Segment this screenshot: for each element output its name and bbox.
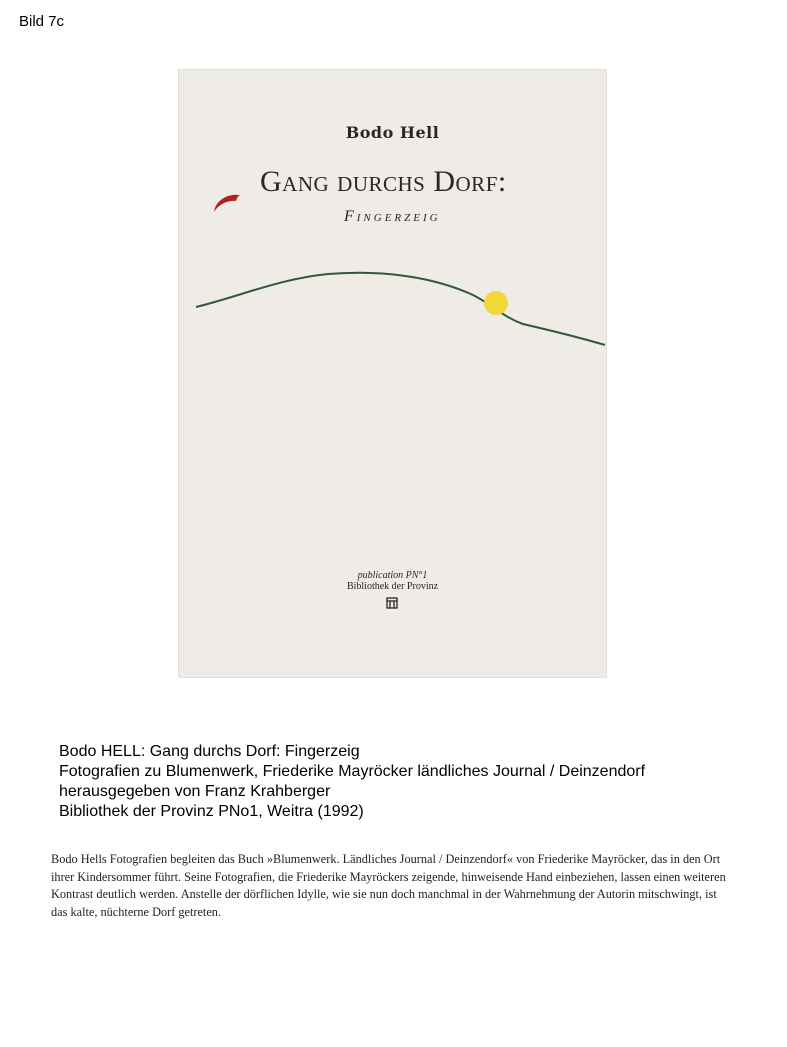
caption-line: Bodo HELL: Gang durchs Dorf: Fingerzeig	[59, 743, 360, 760]
cover-title: Gang durchs Dorf:	[260, 165, 507, 198]
caption-line: Bibliothek der Provinz PNo1, Weitra (1992)	[59, 803, 364, 820]
cover-subtitle: Fingerzeig	[344, 208, 441, 225]
cover-series: publication PN°1	[357, 570, 428, 581]
cover-publisher-name: Bibliothek der Provinz	[346, 581, 439, 592]
cover-publisher	[178, 570, 607, 592]
sun-icon	[484, 291, 508, 315]
caption-block	[59, 742, 645, 822]
cover-author: Bodo Hell	[345, 123, 440, 142]
book-cover-image	[178, 69, 607, 678]
caption-line: Fotografien zu Blumenwerk, Friederike Mayröcker ländliches Journal / Deinzendorf	[59, 763, 646, 780]
hill-line	[196, 273, 605, 345]
publisher-logo-icon	[386, 597, 398, 609]
description-paragraph: Bodo Hells Fotografien begleiten das Buch »Blumenwerk. Ländliches Journal / Deinzendorf« von Friederike Mayröcker, das in den Ort ihrer Kindersommer führt. Seine Fotografien, die Friederike Mayröckers zeigende, hinweisende Hand einbeziehen, lassen einen weiteren Kontrast deutlich werden. Anstelle der dörflichen Idylle, wie sie nun doch manchmal in der Wahrnehmung der Autorin mitschwingt, ist das kalte, nüchterne Dorf getreten.	[51, 852, 726, 919]
page-label: Bild 7c	[19, 13, 65, 30]
crescent-moon-icon	[214, 195, 240, 212]
caption-line: herausgegeben von Franz Krahberger	[59, 783, 331, 800]
